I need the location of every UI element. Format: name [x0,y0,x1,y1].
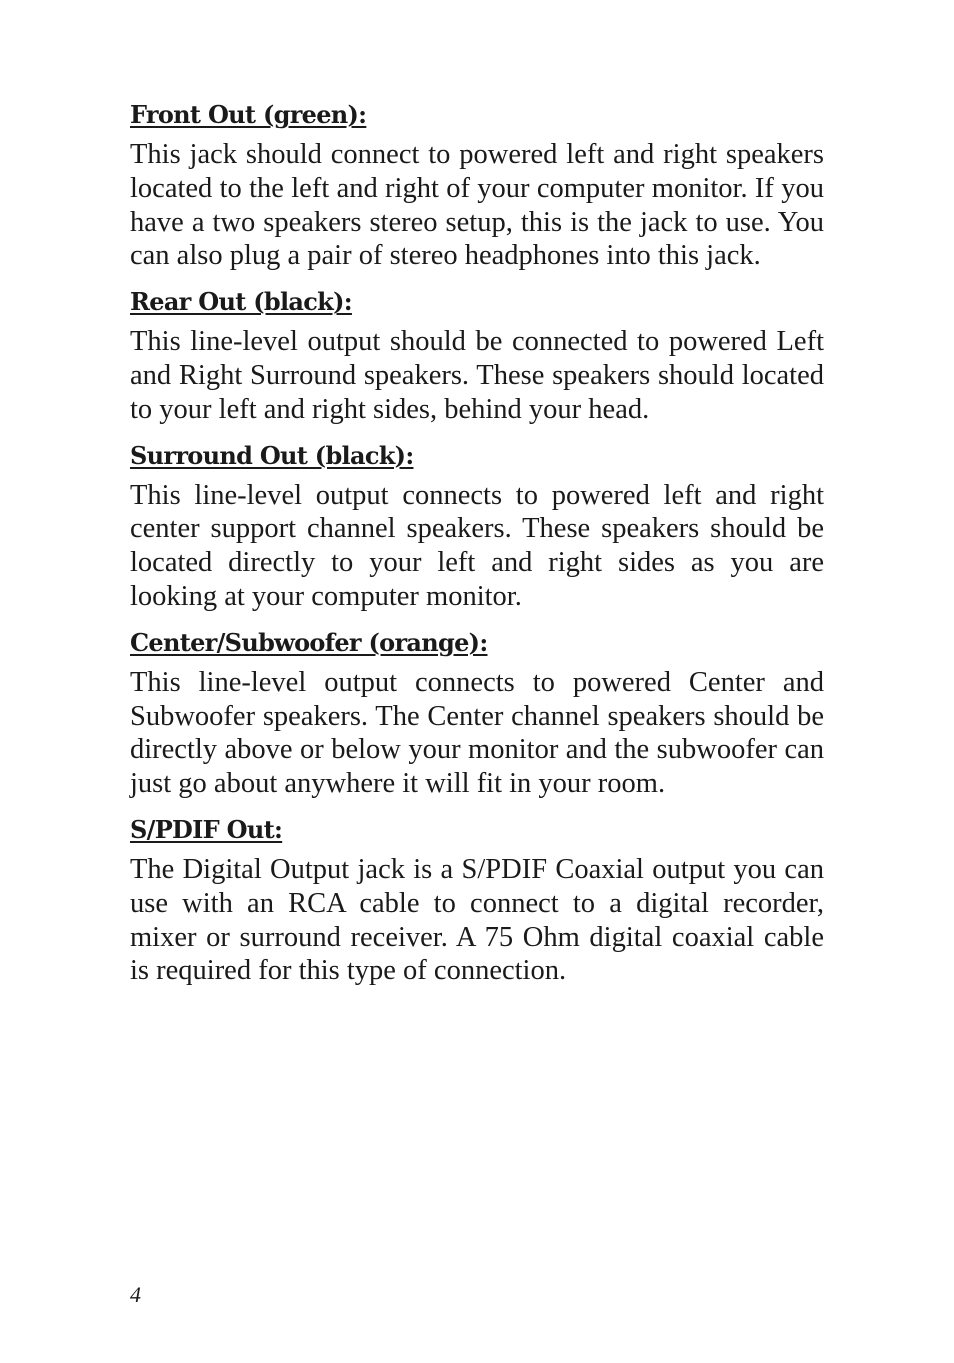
section-heading: Center/Subwoofer (orange): [130,627,488,657]
page-number: 4 [130,1282,141,1307]
section-front-out [130,98,824,273]
section-body: This jack should connect to powered left and right speakers located to the left and right of your computer monitor. If you have a two speakers stereo setup, this is the jack to use. You can also plug a pair of stereo headphones into this jack. [130,139,824,272]
section-body: This line-level output connects to powered Center and Subwoofer speakers. The Center channel speakers should be directly above or below your monitor and the subwoofer can just go about anywhere it will fit in your room. [130,666,824,800]
section-rear-out [130,285,824,426]
section-body: The Digital Output jack is a S/PDIF Coaxial output you can use with an RCA cable to connect to a digital recorder, mixer or surround receiver. A 75 Ohm digital coaxial cable is required for this type of connection. [130,853,824,987]
section-heading: S/PDIF Out: [130,814,283,844]
section-heading: Surround Out (black): [130,440,414,470]
section-body: This line-level output connects to powered left and right center support channel speakers. These speakers should be located directly to your left and right sides as you are looking at your computer monitor. [130,479,824,612]
section-heading: Rear Out (black): [130,287,352,317]
section-center-subwoofer [130,626,824,801]
section-body: This line-level output should be connected to powered Left and Right Surround speakers. These speakers should located to your left and right sides, behind your head. [130,326,824,425]
document-page [130,98,824,1000]
section-spdif-out [130,813,824,988]
section-heading: Front Out (green): [130,100,367,129]
section-surround-out [130,439,824,614]
